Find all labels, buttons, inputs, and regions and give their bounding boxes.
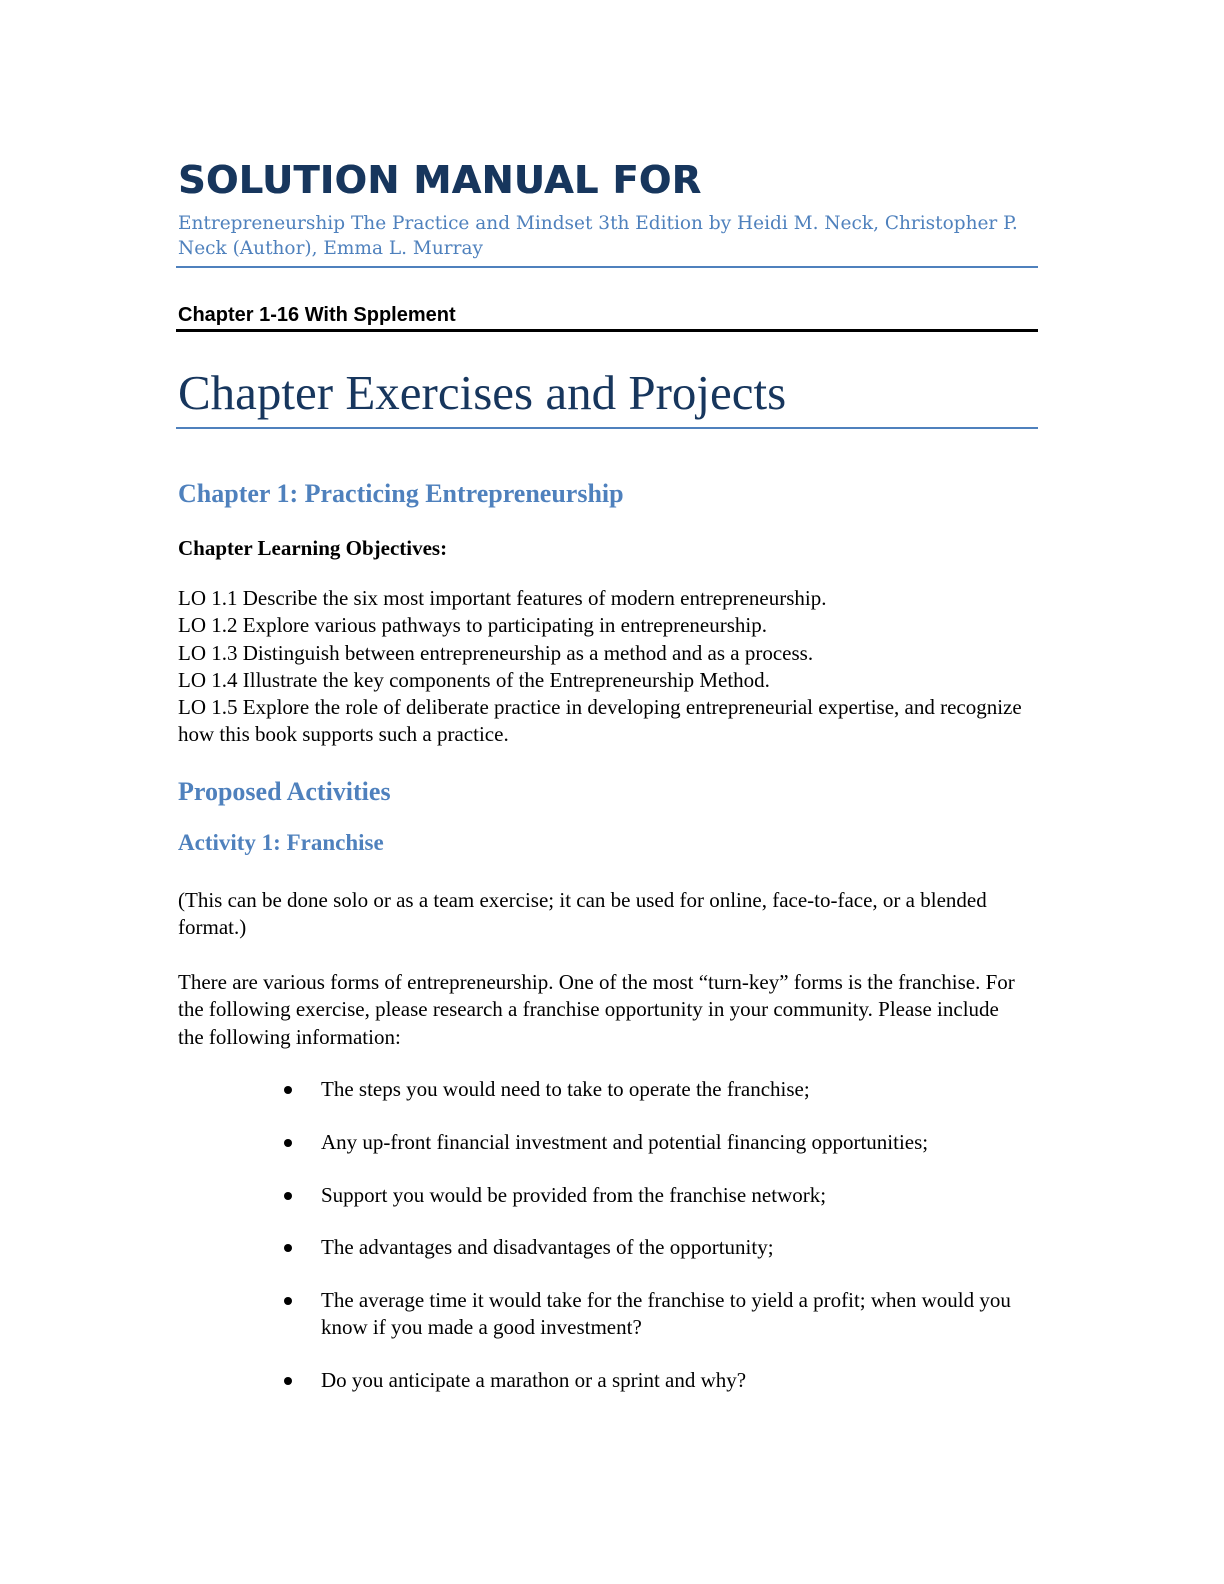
- solution-manual-title: SOLUTION MANUAL FOR: [178, 158, 702, 202]
- bullet-icon: [284, 1192, 292, 1200]
- bullet-text: Any up-front financial investment and potential financing opportunities;: [321, 1129, 929, 1154]
- learning-objective-item: LO 1.3 Distinguish between entrepreneurship as a method and as a process.: [178, 640, 814, 665]
- bullet-item: [178, 1287, 1038, 1342]
- bullet-item: [178, 1076, 1038, 1103]
- activity-heading: Activity 1: Franchise: [178, 830, 384, 855]
- book-subtitle: Entrepreneurship The Practice and Mindset 3th Edition by Heidi M. Neck, Christopher P. Neck (Author), Emma L. Murray: [178, 213, 1018, 259]
- proposed-activities-heading: Proposed Activities: [178, 777, 391, 806]
- bullet-text: The steps you would need to take to operate the franchise;: [321, 1077, 810, 1101]
- bullet-text: Support you would be provided from the franchise network;: [321, 1182, 827, 1207]
- bullet-item: [178, 1182, 1038, 1209]
- format-note-paragraph: (This can be done solo or as a team exercise; it can be used for online, face-to-face, or a blended format.): [178, 888, 987, 940]
- bullet-icon: [284, 1086, 292, 1094]
- main-heading: Chapter Exercises and Projects: [178, 365, 787, 420]
- learning-objective-item: LO 1.2 Explore various pathways to participating in entrepreneurship.: [178, 613, 768, 638]
- title-divider: [176, 266, 1038, 268]
- learning-objective-item: LO 1.4 Illustrate the key components of the Entrepreneurship Method.: [178, 667, 770, 692]
- bullet-item: [178, 1234, 1038, 1261]
- main-heading-divider: [176, 427, 1038, 429]
- bullet-icon: [284, 1139, 292, 1147]
- bullet-icon: [284, 1297, 292, 1305]
- learning-objectives-list: [178, 585, 1038, 749]
- bullet-item: [178, 1129, 1038, 1156]
- learning-objective-item: LO 1.1 Describe the six most important features of modern entrepreneurship.: [178, 586, 827, 610]
- bullet-text: The average time it would take for the franchise to yield a profit; when would you know if you made a good investment?: [321, 1288, 1011, 1340]
- intro-paragraph: There are various forms of entrepreneurship. One of the most “turn-key” forms is the franchise. For the following exercise, please research a franchise opportunity in your community. Please include the following information:: [178, 970, 1015, 1049]
- learning-objectives-heading: Chapter Learning Objectives:: [178, 536, 448, 560]
- chapter-range-label: Chapter 1-16 With Spplement: [178, 304, 456, 326]
- bullet-text: Do you anticipate a marathon or a sprint and why?: [321, 1368, 747, 1393]
- bullet-text: The advantages and disadvantages of the opportunity;: [321, 1235, 774, 1260]
- bullet-item: [178, 1367, 1038, 1394]
- chapter-range-divider: [176, 329, 1038, 332]
- learning-objective-item: LO 1.5 Explore the role of deliberate practice in developing entrepreneurial expertise, and recognize how this book supports such a practice.: [178, 695, 1022, 747]
- bullet-icon: [284, 1244, 292, 1252]
- bullet-icon: [284, 1377, 292, 1385]
- information-bullet-list: [178, 1076, 1038, 1420]
- chapter-heading: Chapter 1: Practicing Entrepreneurship: [178, 479, 624, 508]
